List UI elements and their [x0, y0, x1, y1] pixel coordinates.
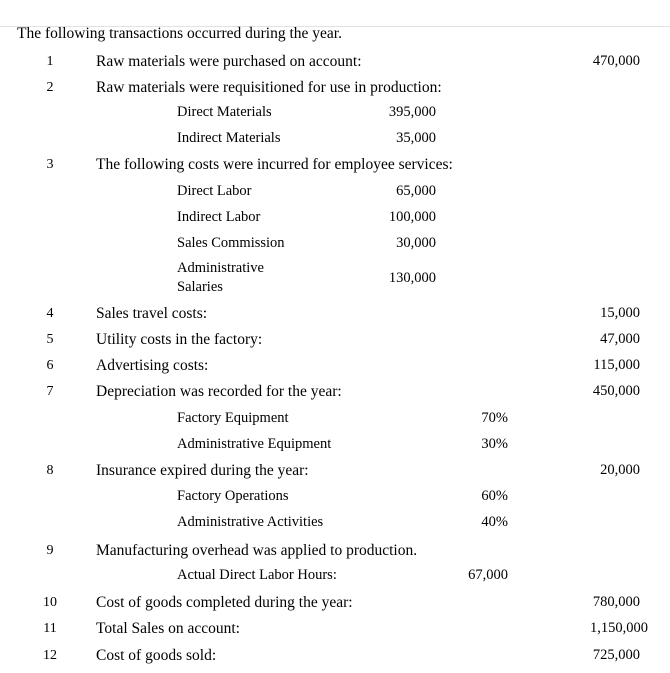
sub-label-line2: Salaries [177, 279, 223, 295]
sub-label: Direct Labor [177, 183, 252, 199]
sub-amount: 100,000 [388, 209, 436, 225]
row-description: Cost of goods completed during the year: [96, 594, 353, 611]
row-number: 12 [43, 648, 57, 663]
sub-label: Indirect Materials [177, 130, 281, 146]
sub-percent: 40% [481, 514, 508, 530]
row-description: The following costs were incurred for employee services: [96, 156, 453, 173]
row-description: Manufacturing overhead was applied to production. [96, 542, 418, 559]
row-description: Depreciation was recorded for the year: [96, 383, 342, 400]
row-description: Raw materials were requisitioned for use in production: [96, 79, 442, 96]
sub-amount: 35,000 [396, 130, 436, 146]
sub-label: Administrative Activities [177, 514, 324, 530]
row-number: 11 [43, 621, 57, 636]
sub-percent: 60% [481, 488, 508, 504]
row-amount: 470,000 [592, 53, 640, 69]
sub-amount: 65,000 [396, 183, 436, 199]
row-description: Insurance expired during the year: [96, 462, 309, 479]
row-amount: 1,150,000 [590, 620, 648, 636]
row-amount: 20,000 [600, 462, 640, 478]
row-number: 7 [46, 384, 54, 399]
row-number: 1 [46, 54, 54, 69]
sub-label: Administrative Equipment [177, 436, 332, 452]
row-amount: 47,000 [600, 331, 640, 347]
sub-label: Actual Direct Labor Hours: [177, 567, 337, 583]
row-description: Utility costs in the factory: [96, 331, 263, 348]
row-number: 4 [46, 306, 54, 321]
sub-amount: 130,000 [388, 270, 436, 286]
row-amount: 115,000 [593, 357, 640, 373]
row-number: 5 [46, 332, 54, 347]
row-description: Advertising costs: [96, 357, 209, 374]
sub-value: 67,000 [468, 567, 508, 583]
page-title: The following transactions occurred during the year. [17, 25, 342, 42]
row-number: 9 [46, 543, 54, 558]
row-description: Cost of goods sold: [96, 647, 217, 664]
sub-label: Indirect Labor [177, 209, 261, 225]
row-number: 8 [46, 463, 54, 478]
sub-label: Factory Equipment [177, 410, 289, 426]
sub-label-line1: Administrative [177, 260, 264, 276]
row-description: Sales travel costs: [96, 305, 208, 322]
sub-label: Factory Operations [177, 488, 289, 504]
row-number: 2 [46, 80, 54, 95]
row-description: Total Sales on account: [96, 620, 240, 637]
sub-label: Direct Materials [177, 104, 272, 120]
sub-label: Sales Commission [177, 235, 285, 251]
row-number: 10 [43, 595, 57, 610]
row-amount: 15,000 [600, 305, 640, 321]
row-amount: 450,000 [592, 383, 640, 399]
sub-percent: 70% [481, 410, 508, 426]
row-description: Raw materials were purchased on account: [96, 53, 362, 70]
row-amount: 725,000 [592, 647, 640, 663]
row-amount: 780,000 [592, 594, 640, 610]
sub-amount: 395,000 [388, 104, 436, 120]
row-number: 3 [46, 157, 54, 172]
row-number: 6 [46, 358, 54, 373]
sub-amount: 30,000 [396, 235, 436, 251]
sub-percent: 30% [481, 436, 508, 452]
